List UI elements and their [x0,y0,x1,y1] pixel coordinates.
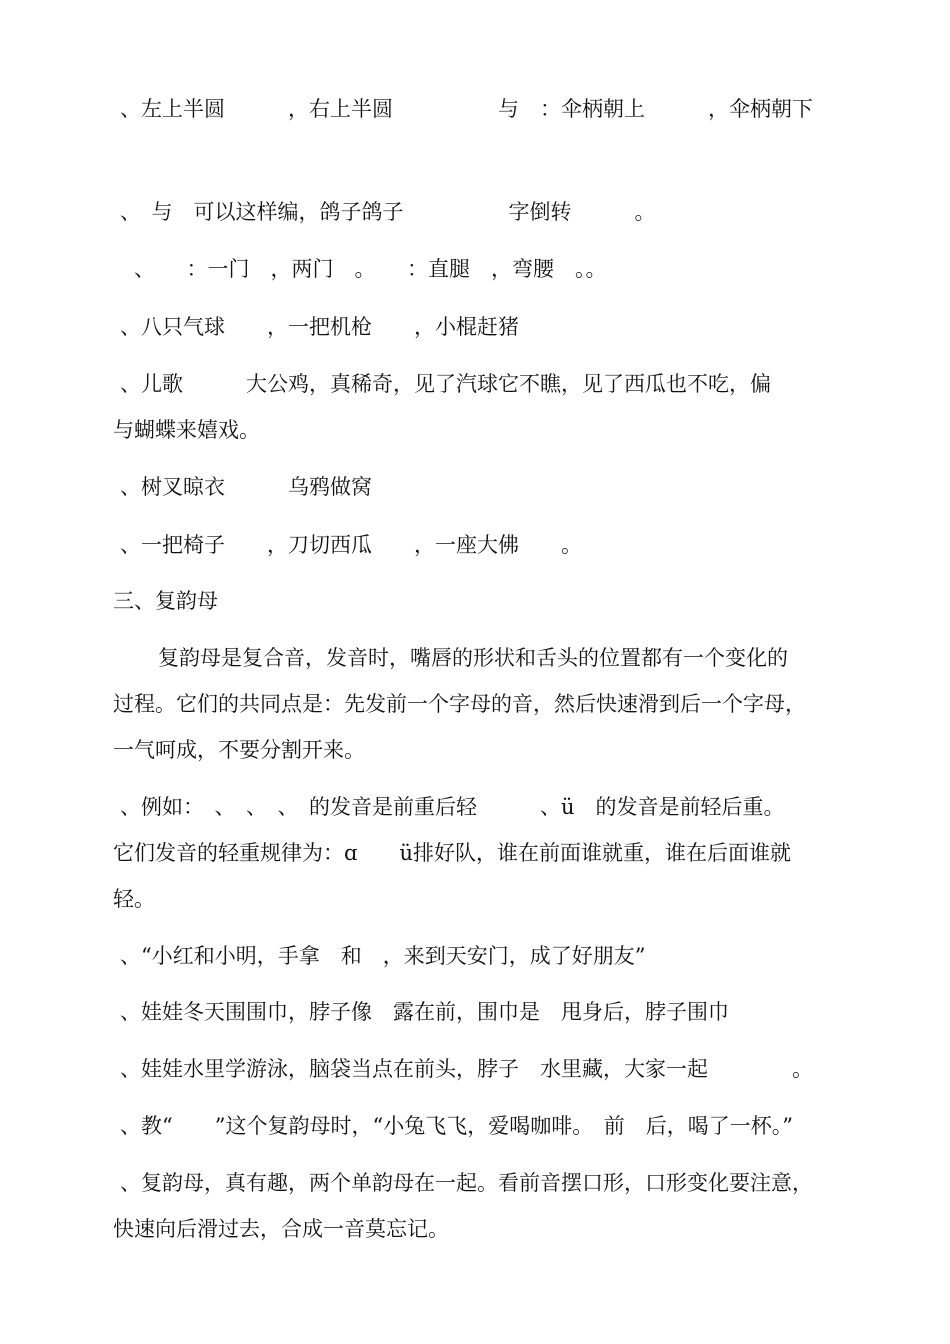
text-line-8: 、一把椅子 ，刀切西瓜 ，一座大佛 。 [120,533,582,557]
text-line-17: 、娃娃冬天围围巾，脖子像 露在前，围巾是 甩身后，脖子围巾 [120,1000,729,1024]
text-line-14: 它们发音的轻重规律为：ɑ ü排好队，谁在前面谁就重，谁在后面谁就 [113,841,791,865]
text-line-12: 一气呵成，不要分割开来。 [113,738,365,762]
text-line-6: 与蝴蝶来嬉戏。 [113,418,260,442]
text-line-11: 过程。它们的共同点是：先发前一个字母的音，然后快速滑到后一个字母， [113,692,806,716]
text-line-1: 、左上半圆 ，右上半圆 与 ：伞柄朝上 ，伞柄朝下 [120,97,813,121]
text-line-18: 、娃娃水里学游泳，脑袋当点在前头，脖子 水里藏，大家一起 。 [120,1057,813,1081]
text-line-5: 、儿歌 大公鸡，真稀奇，见了汽球它不瞧，见了西瓜也不吃，偏 [120,372,771,396]
text-line-15: 轻。 [113,887,155,911]
text-line-19: 、教“ ”这个复韵母时，“小兔飞飞，爱喝咖啡。 前 后，喝了一杯。” [120,1114,793,1138]
text-line-21: 快速向后滑过去，合成一音莫忘记。 [113,1217,449,1241]
text-line-20: 、复韵母，真有趣，两个单韵母在一起。看前音摆口形，口形变化要注意， [120,1171,813,1195]
text-line-13: 、例如： 、 、 、 的发音是前重后轻 、ü 的发音是前轻后重。 [120,795,785,819]
text-line-7: 、树叉晾衣 乌鸦做窝 [120,475,372,499]
text-line-3: 、 ：一门 ，两门 。 ：直腿 ，弯腰 。。 [134,257,607,281]
text-line-10: 复韵母是复合音，发音时，嘴唇的形状和舌头的位置都有一个变化的 [158,646,788,670]
text-line-4: 、八只气球 ，一把机枪 ，小棍赶猪 [120,315,519,339]
section-heading: 三、复韵母 [113,589,218,613]
text-line-16: 、“小红和小明，手拿 和 ，来到天安门，成了好朋友” [120,944,646,968]
text-line-2: 、 与 可以这样编，鸽子鸽子 字倒转 。 [120,200,656,224]
